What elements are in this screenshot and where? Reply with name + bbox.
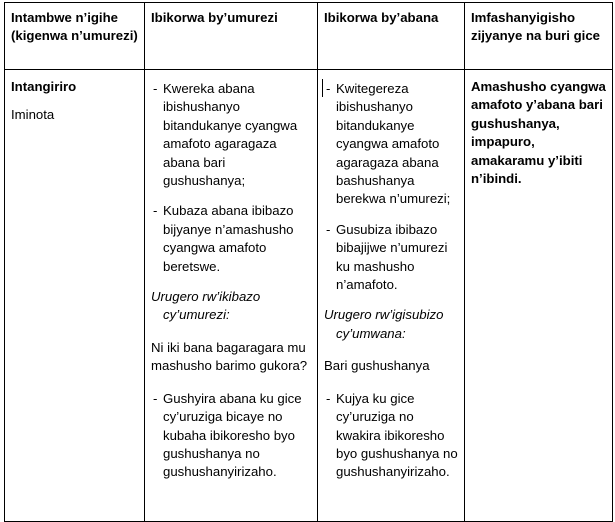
header-row — [5, 3, 613, 70]
cell-children — [318, 70, 465, 522]
text-cursor — [322, 79, 323, 97]
children-answer: Bari gushushanya — [324, 358, 430, 374]
teacher-question-label: Urugero rw’ikibazo cy’umurezi: — [151, 289, 261, 323]
teacher-question: Ni iki bana bagaragara mu mashusho barimo gukora? — [151, 339, 308, 374]
header-step-time: Intambwe n’igihe (kigenwa n’umurezi) — [5, 3, 145, 70]
children-answer-label: Urugero rw’igisubizo cy’umwana: — [324, 307, 444, 341]
children-activity-list — [324, 80, 458, 294]
list-item: - Kwereka abana ibishushanyo bitandukanye cyangwa amafoto agaragaza abana bari gushushanya; — [151, 80, 311, 190]
materials-text: Amashusho cyangwa amafoto y’abana bari gushushanya, impapuro, amakaramu y’ibiti n’ibindi. — [471, 79, 606, 187]
list-item: - Gushyira abana ku gice cy’uruziga bicaye no kubaha ibikoresho byo gushushanya no gushushanyirizaho. — [151, 390, 311, 482]
header-materials: Imfashanyigisho zijyanye na buri gice — [465, 3, 613, 70]
cell-step — [5, 70, 145, 522]
table-row — [5, 70, 613, 522]
teacher-activity-list — [151, 80, 311, 276]
list-item: - Kubaza abana ibibazo bijyanye n’amashusho cyangwa amafoto beretswe. — [151, 202, 311, 276]
header-children-activities: Ibikorwa by’abana — [318, 3, 465, 70]
list-item: - Gusubiza ibibazo bibajijwe n’umurezi ku mashusho n’amafoto. — [324, 221, 458, 295]
cell-materials — [465, 70, 613, 522]
list-item: - Kujya ku gice cy’uruziga no kwakira ibikoresho byo gushushanya no gushushanyirizaho. — [324, 390, 458, 482]
stage-name: Intangiriro — [11, 79, 77, 94]
cell-teacher — [145, 70, 318, 522]
teacher-activity-list-final — [151, 390, 311, 482]
children-activity-list-final — [324, 390, 458, 482]
list-item: - Kwitegereza ibishushanyo bitandukanye cyangwa amafoto agaragaza abana bashushanya berekwa n’umurezi; — [324, 80, 458, 209]
stage-duration: Iminota — [11, 107, 55, 123]
lesson-plan-table — [4, 2, 613, 522]
header-teacher-activities: Ibikorwa by’umurezi — [145, 3, 318, 70]
